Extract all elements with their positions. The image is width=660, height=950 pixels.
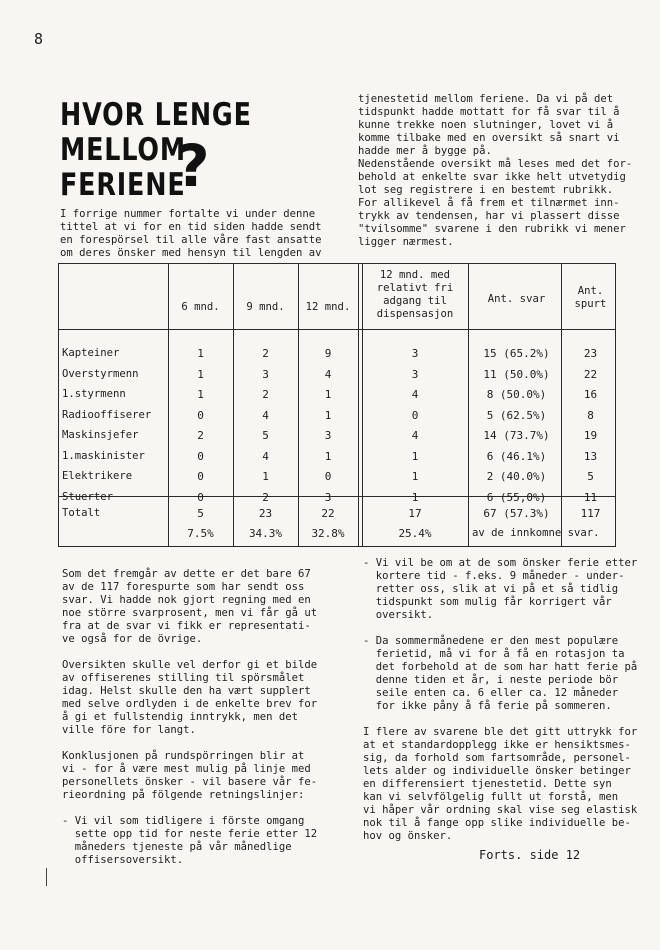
row-value: 0 [197, 490, 204, 504]
row-value: 1 [411, 490, 419, 504]
survey-table [58, 263, 616, 547]
table-border-top [58, 263, 616, 264]
row-value: 1 [411, 470, 419, 483]
row-value: 3 [324, 429, 332, 442]
text-line: Oversikten skulle vel derfor gi et bilde [62, 659, 318, 671]
row-value: 4 [262, 449, 269, 463]
table-border-left [58, 263, 59, 547]
row-value: 0 [411, 408, 419, 422]
row-value: 2 [262, 388, 269, 401]
margin-mark [46, 868, 47, 886]
row-value: 8 [587, 408, 594, 422]
row-value: 0 [197, 470, 204, 483]
text-line: for ikke påny å få ferie på sommeren. [363, 700, 612, 712]
row-value: 5 [587, 470, 594, 483]
column-header: Ant. svar [487, 293, 546, 305]
text-line: idag. Helst skulle den ha vært supplert [62, 685, 311, 697]
text-line [62, 737, 317, 750]
row-value: 5 (62.5%) [486, 408, 547, 422]
text-line: sig, da forhold som fartsområde, personel- [363, 752, 631, 764]
text-line: lot seg registrere i en bestemt rubrikk. [358, 184, 614, 196]
text-line: av de 117 forespurte som har sendt oss [62, 581, 305, 593]
text-line: om deres önsker med hensyn til lengden av [60, 247, 322, 259]
row-value: 9 [324, 347, 332, 360]
row-value: 3 [411, 347, 419, 360]
column-header: 6 mnd. [181, 301, 220, 313]
text-line: tidspunkt hadde mottatt for få svar til å [358, 106, 620, 118]
row-value: 14 (73.7%) [483, 429, 550, 442]
text-line: ville före for langt. [62, 724, 196, 736]
total-value: 67 (57.3%) [483, 507, 550, 520]
text-line: det forbehold at de som har hatt ferie på [363, 661, 638, 673]
row-value: 2 (40.0%) [486, 470, 547, 483]
text-line: av offiserenes stilling til spörsmålet [62, 672, 305, 684]
row-value: 1 [197, 388, 204, 401]
text-line: noe större svarprosent, men vi får gå ut [62, 607, 318, 619]
text-line: I flere av svarene ble det gitt uttrykk for [363, 726, 638, 738]
table-column-divider [468, 263, 469, 547]
text-line: lets alder og individuelle önsker betinger [363, 765, 631, 777]
row-value: 5 [262, 429, 269, 442]
text-line: kortere tid - f.eks. 9 måneder - under- [363, 570, 625, 582]
text-line: - Da sommermånedene er den mest populære [363, 635, 619, 647]
total-value: 5 [197, 507, 204, 520]
percent-value: 25.4% [398, 527, 432, 540]
row-label: Kapteiner [62, 347, 120, 359]
row-value: 4 [262, 408, 269, 422]
total-value: 117 [580, 507, 601, 520]
text-line: vi - for å være mest mulig på linje med [62, 763, 311, 775]
table-header-divider [58, 329, 616, 330]
text-line: I forrige nummer fortalte vi under denne [60, 208, 316, 220]
text-line: kunne trekke noen slutninger, lovet vi å [358, 119, 614, 131]
row-value: 2 [197, 429, 204, 442]
row-value: 0 [197, 408, 204, 422]
total-label: Totalt [62, 507, 101, 519]
row-value: 3 [262, 367, 269, 381]
row-value: 1 [411, 449, 419, 463]
total-value: 23 [258, 507, 273, 520]
intro-paragraph [60, 208, 322, 260]
text-line: å gi et fullstendig inntrykk, men det [62, 711, 298, 723]
row-value: 13 [583, 449, 598, 463]
percent-value: 32.8% [311, 527, 345, 540]
text-line: ligger nærmest. [358, 236, 454, 248]
total-value: 22 [321, 507, 335, 520]
bottom-left-text [62, 568, 317, 867]
text-line: tittel at vi for en tid siden hadde sendt [60, 221, 322, 233]
text-line: hadde mer å bygge på. [358, 145, 492, 157]
text-line: tidspunkt som mulig får korrigert vår [363, 596, 612, 608]
row-value: 1 [197, 347, 204, 360]
row-value: 16 [583, 388, 598, 401]
text-line: Nedenstående oversikt må leses med det for- [358, 158, 633, 170]
text-line: ve også for de övrige. [62, 633, 203, 645]
row-label: Elektrikere [62, 470, 133, 482]
title-line: HVOR LENGE [60, 97, 252, 133]
row-value: 11 [583, 490, 598, 504]
row-value: 22 [583, 367, 598, 381]
row-value: 0 [197, 449, 204, 463]
text-line: kan vi selvfölgelig fullt ut forstå, men [363, 791, 619, 803]
text-line: måneders tjeneste på vår månedlige [62, 841, 292, 853]
column-header: 9 mnd. [246, 301, 285, 313]
table-column-divider [358, 263, 359, 547]
row-value: 4 [411, 388, 419, 401]
text-line: at et standardopplegg ikke er hensiktsmes- [363, 739, 631, 751]
text-line: vi håper vår ordning skal vise seg elastisk [363, 804, 638, 816]
percent-value: 34.3% [248, 527, 283, 540]
text-line: hov og önsker. [363, 830, 453, 842]
text-line [363, 622, 637, 635]
row-value: 15 (65.2%) [483, 347, 550, 360]
row-value: 3 [324, 490, 332, 504]
text-line: denne tiden et år, i neste periode bör [363, 674, 619, 686]
row-value: 3 [411, 367, 419, 381]
row-label: Overstyrmenn [62, 367, 139, 380]
row-label: Stuerter [62, 490, 114, 503]
text-line [62, 646, 317, 659]
text-line: fra at de svar vi fikk er representati- [62, 620, 311, 632]
bottom-right-text [363, 557, 637, 843]
row-value: 2 [262, 490, 269, 504]
row-value: 19 [583, 429, 598, 442]
text-line: Konklusjonen på rundspörringen blir at [62, 750, 305, 762]
row-value: 23 [583, 347, 598, 360]
row-label: 1.styrmenn [62, 388, 126, 400]
text-line: komme tilbake med en oversikt så snart vi [358, 132, 620, 144]
text-line: med selve ordlyden i de enkelte brev for [62, 698, 318, 710]
row-value: 6 (55,0%) [486, 490, 547, 504]
title-line: FERIENE [60, 167, 186, 203]
text-line: personellets önsker - vil basere vår fe- [62, 776, 318, 788]
text-line: seile enten ca. 6 eller ca. 12 måneder [363, 687, 619, 699]
continuation-note: Forts. side 12 [479, 848, 581, 862]
text-line: en forespörsel til alle våre fast ansatte [60, 234, 322, 246]
row-value: 1 [262, 470, 269, 483]
row-value: 4 [324, 367, 332, 381]
text-line [363, 713, 637, 726]
text-line: Som det fremgår av dette er det bare 67 [62, 568, 311, 580]
text-line: ferietid, må vi for å få en rotasjon ta [363, 648, 625, 660]
text-line: For allikevel å få frem et tilnærmet inn- [358, 197, 620, 209]
text-line: behold at enkelte svar ikke helt utvetydig [358, 171, 626, 183]
text-line: nok til å fange opp slike individuelle be- [363, 817, 631, 829]
text-line: oversikt. [363, 609, 434, 621]
column-header: 12 mnd. med relativt fri adgang til dispensasjon [376, 269, 454, 320]
table-border-bottom [58, 546, 616, 547]
text-line: "tvilsomme" svarene i den rubrikk vi mener [358, 223, 626, 235]
percent-value: 7.5% [187, 527, 214, 540]
row-value: 1 [197, 367, 204, 381]
text-line: - Vi vil be om at de som önsker ferie etter [363, 557, 638, 569]
question-mark-graphic: ? [176, 132, 210, 200]
text-line: retter oss, slik at vi på et så tidlig [363, 583, 619, 595]
row-value: 1 [324, 408, 332, 422]
text-line: sette opp tid for neste ferie etter 12 [62, 828, 318, 840]
text-line: trykk av tendensen, har vi plassert disse [358, 210, 620, 222]
row-label: Maskinsjefer [62, 429, 139, 441]
total-value: 17 [408, 507, 422, 520]
text-line: offisersoversikt. [62, 854, 184, 866]
percent-note: av de innkomne svar. [472, 527, 600, 539]
text-line: - Vi vil som tidligere i förste omgang [62, 815, 305, 827]
row-value: 8 (50.0%) [486, 388, 547, 401]
text-line [62, 802, 317, 815]
column-header: 12 mnd. [305, 301, 351, 313]
row-value: 2 [262, 347, 269, 360]
row-value: 1 [324, 388, 332, 401]
row-value: 4 [411, 429, 419, 442]
column-header: Ant. spurt [574, 285, 607, 310]
text-line: rieordning på fölgende retningslinjer: [62, 789, 305, 801]
row-label: 1.maskinister [62, 449, 145, 462]
page-number: 8 [34, 30, 44, 48]
table-column-divider [561, 263, 562, 547]
text-line: svar. Vi hadde nok gjort regning med en [62, 594, 311, 606]
text-line: tjenestetid mellom feriene. Da vi på det [358, 93, 614, 105]
title-line: MELLOM [60, 132, 186, 168]
text-line: en differensiert tjenestetid. Dette syn [363, 778, 612, 790]
row-label: Radiooffiserer [62, 408, 152, 421]
row-value: 6 (46.1%) [486, 449, 547, 463]
right-top-paragraph [358, 93, 632, 249]
row-value: 1 [324, 449, 332, 463]
row-value: 11 (50.0%) [483, 367, 550, 381]
row-value: 0 [324, 470, 332, 483]
